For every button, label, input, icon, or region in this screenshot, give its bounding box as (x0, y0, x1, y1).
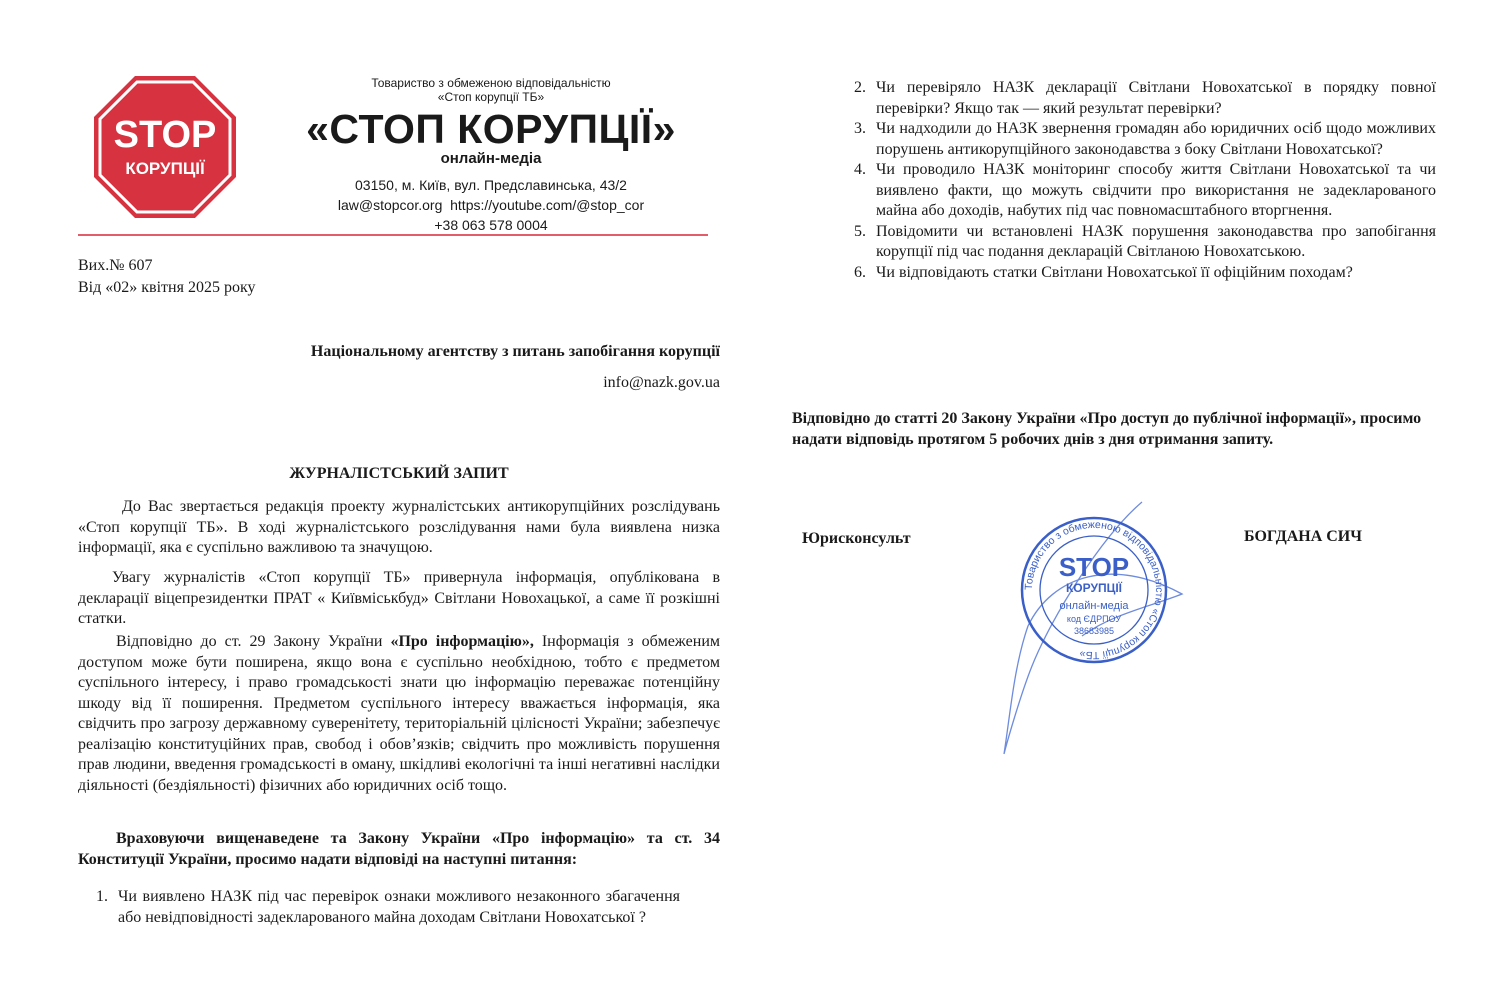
stamp-text-stop: STOP (1058, 552, 1130, 582)
question-text: Чи проводило НАЗК моніторинг способу життя Світлани Новохатської та чи виявлено факти, що можуть свідчити про використання не задекларованого майна або доходів, набутих під час повномасштабного вторгнення. (876, 161, 1436, 219)
letterhead-company-line1: Товариство з обмеженою відповідальністю (371, 76, 611, 90)
question-item (78, 887, 680, 928)
body-paragraph-intro: До Вас звертається редакція проекту журналістських антикорупційних розслідувань «Стоп корупції ТБ». В ході журналістського розслідування нами була виявлена низка інформації, яка є суспільно важливою та значущою. (78, 498, 720, 556)
question-text: Чи надходили до НАЗК звернення громадян або юридичних осіб щодо можливих порушень антикорупційного законодавства з боку Світлани Новохатської? (876, 120, 1436, 158)
body-paragraph-law (78, 632, 720, 796)
question-number: 2. (854, 79, 866, 96)
stamp-text-code: 38683985 (1073, 626, 1115, 636)
question-item (836, 222, 1436, 263)
question-number: 4. (854, 161, 866, 178)
question-number: 1. (96, 888, 108, 905)
question-number: 3. (854, 120, 866, 137)
letterhead-brand: «СТОП КОРУПЦІЇ» (306, 106, 676, 152)
logo-text-stop: STOP (113, 114, 217, 156)
letterhead-contacts (300, 175, 682, 235)
closing-request: Відповідно до статті 20 Закону України «Про доступ до публічної інформації», просимо надати відповідь протягом 5 робочих днів з дня отримання запиту. (792, 410, 1422, 448)
letterhead-email-web: law@stopcor.org https://youtube.com/@stop_cor (337, 197, 645, 213)
law-name: «Про інформацію», (390, 633, 534, 650)
question-item (836, 78, 1436, 119)
question-text: Чи виявлено НАЗК під час перевірок ознаки можливого незаконного збагачення або невідповідності задекларованого майна доходам Світлани Новохатської ? (118, 888, 680, 926)
stamp-ring-text: Товариство з обмеженою відповідальністю «Стоп корупції ТБ» (1022, 518, 1166, 662)
document-title: ЖУРНАЛІСТСЬКИЙ ЗАПИТ (289, 465, 509, 482)
letterhead-address: 03150, м. Київ, вул. Предславинська, 43/2 (355, 177, 627, 193)
law-text-a: Відповідно до ст. 29 Закону України (116, 633, 391, 650)
letterhead-media: онлайн-медіа (440, 150, 542, 167)
stop-corruption-logo (92, 74, 238, 220)
law-text-b: Інформація з обмеженим доступом може бути поширена, якщо вона є суспільно необхідною, тобто є предметом суспільного інтересу, і право громадськості знати цю інформацію переважає потенційну шкоду від її поширення. Предметом суспільного інтересу вважається інформація, яка свідчить про загрозу державному суверенітету, територіальній цілісності України; забезпечує реалізацію конституційних прав, свобод і обов’язків; свідчить про можливість порушення прав людини, введення громадськості в оману, шкідливі екологічні та інші негативні наслідки діяльності (бездіяльності) фізичних або юридичних осіб тощо. (78, 633, 721, 794)
recipient-email: info@nazk.gov.ua (603, 374, 720, 391)
reference-date: Від «02» квітня 2025 року (78, 279, 256, 296)
letterhead-divider (78, 234, 708, 236)
outgoing-reference (78, 255, 256, 299)
letterhead-phone: +38 063 578 0004 (434, 217, 548, 233)
question-text: Чи перевіряло НАЗК декларації Світлани Новохатської в порядку повної перевірки? Якщо так — який результат перевірки? (876, 79, 1436, 117)
logo-text-korupcii: КОРУПЦІЇ (125, 159, 205, 178)
questions-list-left (78, 887, 680, 928)
recipient-name: Національному агентству з питань запобігання корупції (310, 343, 720, 360)
question-text: Повідомити чи встановлені НАЗК порушення законодавства про запобігання корупції під час подання декларацій Світланою Новохатською. (876, 222, 1436, 260)
body-paragraph-request: Враховуючи вищенаведене та Закону України «Про інформацію» та ст. 34 Конституції України, просимо надати відповіді на наступні питання: (78, 830, 720, 868)
question-number: 5. (854, 222, 866, 240)
company-stamp (992, 496, 1197, 756)
stamp-text-code-label: код ЄДРПОУ (1066, 614, 1122, 624)
question-item (836, 160, 1436, 222)
letterhead-company-line2: «Стоп корупції ТБ» (437, 90, 545, 104)
letterhead-company (300, 76, 682, 104)
signatory-position: Юрисконсульт (802, 530, 911, 547)
signatory-name: БОГДАНА СИЧ (1244, 528, 1362, 545)
question-item (836, 119, 1436, 160)
stamp-text-media: онлайн-медіа (1059, 600, 1129, 612)
question-item (836, 263, 1436, 284)
stamp-text-korupcii: КОРУПЦІЇ (1065, 581, 1123, 595)
questions-list-right (836, 78, 1436, 283)
question-number: 6. (854, 263, 866, 281)
body-paragraph-declaration: Увагу журналістів «Стоп корупції ТБ» привернула інформація, опублікована в декларації віцепрезидентки ПРАТ « Київміськбуд» Світлани Новохацької, а саме її розкішні статки. (78, 569, 720, 627)
reference-number: Вих.№ 607 (78, 257, 153, 274)
question-text: Чи відповідають статки Світлани Новохатської її офіційним походам? (876, 263, 1353, 281)
